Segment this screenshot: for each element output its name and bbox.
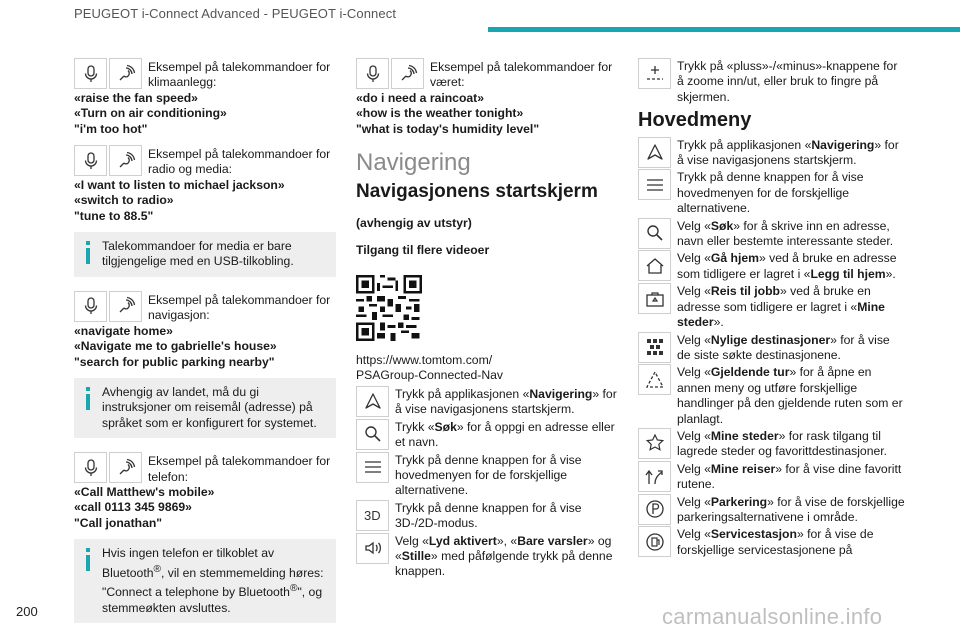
parking-icon [638, 494, 671, 525]
column-left [74, 58, 336, 637]
nav-item: Trykk på applikasjonen «Navigering» for å vise navigasjonens startskjerm. [356, 386, 618, 418]
star-icon [638, 428, 671, 459]
zoom-item: Trykk på «pluss»-/«minus»-knappene for å zoome inn/ut, eller bruk to fingre på skjermen. [638, 58, 906, 105]
svg-text:3D: 3D [363, 508, 381, 524]
home-icon [638, 250, 671, 281]
header-accent-bar [488, 27, 960, 32]
info-note-bluetooth: Hvis ingen telefon er tilkoblet av Bluetooth®, vil en stemmemelding høres: "Connect a telephone by Bluetooth®", og stemmeøkten avsluttes. [74, 539, 336, 623]
zoom-icon [638, 58, 671, 89]
voice-command: «Navigate me to gabrielle's house» [74, 339, 277, 354]
recent-icon [638, 332, 671, 363]
video-url[interactable]: https://www.tomtom.com/ PSAGroup-Connected-Nav [356, 353, 503, 383]
voice-command-icon [109, 58, 142, 89]
menu-item: Velg «Reis til jobb» ved å bruke en adresse som tidligere er lagret i «Mine steder». [638, 283, 906, 330]
voice-command: "Call jonathan" [74, 515, 163, 530]
voice-example-navigation [74, 291, 336, 370]
menu-item: Velg «Gjeldende tur» for å åpne en annen meny og utføre forskjellige handlinger på den gjeldende ruten som er planlagt. [638, 364, 906, 427]
voice-command: «call 0113 345 9869» [74, 500, 192, 515]
info-note-media: Talekommandoer for media er bare tilgjengelige med en USB-tilkobling. [74, 232, 336, 277]
microphone-icon [74, 291, 107, 322]
voice-command-icon [391, 58, 424, 89]
voice-command: "search for public parking nearby" [74, 354, 275, 369]
info-note-country: Avhengig av landet, må du gi instruksjoner om reisemål (adresse) på språket som er konfigurert for systemet. [74, 378, 336, 438]
voice-command: «do i need a raincoat» [356, 90, 485, 105]
fuel-icon [638, 526, 671, 557]
3d-icon [356, 500, 389, 531]
nav-item: 3D Trykk på denne knappen for å vise 3D-/2D-modus. [356, 500, 618, 532]
menu-item: Velg «Servicestasjon» for å vise de forskjellige servicestasjonene på [638, 526, 906, 558]
voice-command: «navigate home» [74, 323, 173, 338]
voice-example-climate [74, 58, 336, 137]
voice-intro: Eksempel på talekommandoer for telefon: [148, 454, 331, 484]
menu-item: Velg «Gå hjem» ved å bruke en adresse som tidligere er lagret i «Legg til hjem». [638, 250, 906, 282]
voice-intro: Eksempel på talekommandoer for radio og media: [148, 147, 331, 177]
voice-command: «Call Matthew's mobile» [74, 484, 215, 499]
voice-command: «raise the fan speed» [74, 90, 198, 105]
microphone-icon [74, 452, 107, 483]
trip-icon [638, 461, 671, 492]
voice-command: «switch to radio» [74, 193, 174, 208]
microphone-icon [74, 145, 107, 176]
column-right [638, 58, 906, 559]
menu-icon [638, 169, 671, 200]
search-icon [638, 218, 671, 249]
menu-item: Trykk på applikasjonen «Navigering» for å vise navigasjonens startskjerm. [638, 137, 906, 169]
nav-item: Trykk på denne knappen for å vise hovedmenyen for de forskjellige alternativene. [356, 452, 618, 499]
qr-code-icon [356, 275, 422, 341]
voice-command: «Turn on air conditioning» [74, 106, 227, 121]
voice-intro: Eksempel på talekommandoer for navigasjon: [148, 292, 331, 323]
running-header: PEUGEOT i-Connect Advanced - PEUGEOT i-Connect [74, 6, 397, 21]
nav-item: Trykk «Søk» for å oppgi en adresse eller et navn. [356, 419, 618, 451]
menu-item: Velg «Søk» for å skrive inn en adresse, navn eller bestemte interessante steder. [638, 218, 906, 250]
nav-arrow-icon [356, 386, 389, 417]
nav-item: Velg «Lyd aktivert», «Bare varsler» og «Stille» med påfølgende trykk på denne knappen. [356, 533, 618, 580]
voice-command: «I want to listen to michael jackson» [74, 177, 285, 192]
watermark: carmanualsonline.info [662, 604, 883, 629]
voice-command: "i'm too hot" [74, 121, 148, 136]
page-number: 200 [16, 604, 38, 619]
voice-command-icon [109, 452, 142, 483]
route-icon [638, 364, 671, 395]
menu-item: Velg «Nylige destinasjoner» for å vise de siste søkte destinasjonene. [638, 332, 906, 364]
work-icon [638, 283, 671, 314]
column-middle [356, 58, 618, 581]
microphone-icon [356, 58, 389, 89]
voice-command: «how is the weather tonight» [356, 106, 524, 121]
menu-item: Velg «Parkering» for å vise de forskjellige parkeringsalternativene i område. [638, 494, 906, 526]
voice-command: "tune to 88.5" [74, 208, 154, 223]
nav-arrow-icon [638, 137, 671, 168]
videos-label: Tilgang til flere videoer [356, 243, 490, 258]
voice-command-icon [109, 145, 142, 176]
menu-icon [356, 452, 389, 483]
voice-command-icon [109, 291, 142, 322]
main-menu-title: Hovedmeny [638, 109, 752, 132]
voice-example-weather [356, 58, 618, 137]
voice-example-phone [74, 452, 336, 531]
search-icon [356, 419, 389, 450]
section-title: Navigering [356, 149, 471, 177]
voice-intro: Eksempel på talekommandoer for været: [430, 60, 613, 90]
voice-example-radio [74, 145, 336, 224]
availability-note: (avhengig av utstyr) [356, 215, 472, 230]
menu-item: Trykk på denne knappen for å vise hovedmenyen for de forskjellige alternativene. [638, 169, 906, 216]
voice-intro: Eksempel på talekommandoer for klimaanlegg: [148, 60, 331, 90]
subsection-title: Navigasjonens startskjerm [356, 181, 598, 203]
menu-item: Velg «Mine reiser» for å vise dine favoritt rutene. [638, 461, 906, 493]
microphone-icon [74, 58, 107, 89]
sound-icon [356, 533, 389, 564]
voice-command: "what is today's humidity level" [356, 121, 540, 136]
menu-item: Velg «Mine steder» for rask tilgang til lagrede steder og favorittdestinasjoner. [638, 428, 906, 460]
